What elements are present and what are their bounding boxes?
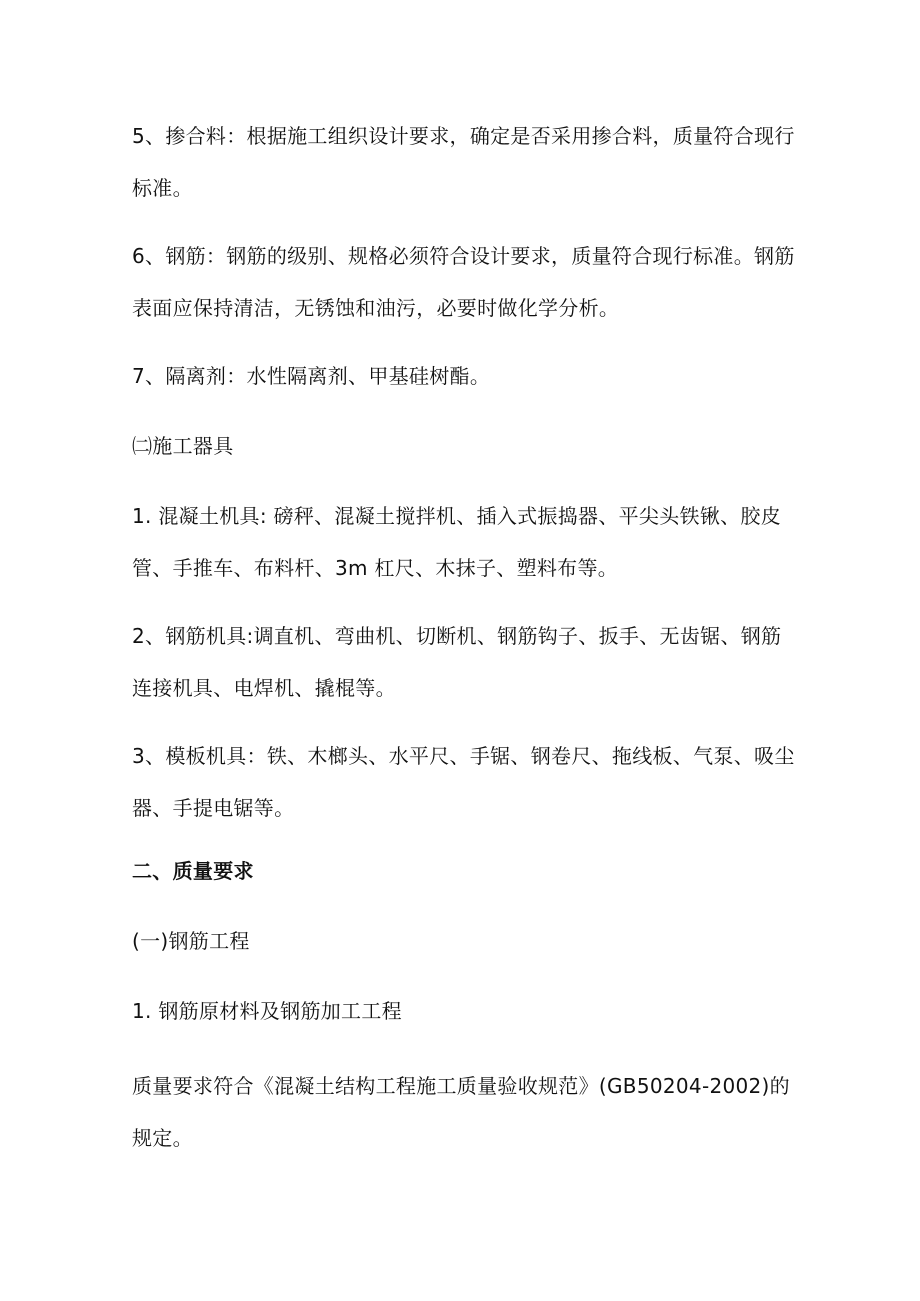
paragraph-concrete-tools: 1. 混凝土机具: 磅秤、混凝土搅拌机、插入式振捣器、平尖头铁锹、胶皮管、手推车、布料杆、3m 杠尺、木抹子、塑料布等。: [132, 504, 782, 580]
paragraph-admixture: 5、掺合料：根据施工组织设计要求，确定是否采用掺合料，质量符合现行标准。: [132, 124, 795, 200]
paragraph-formwork-tools: 3、模板机具：铁、木榔头、水平尺、手锯、钢卷尺、拖线板、气泵、吸尘器、手提电锯等。: [132, 744, 795, 820]
subsection-heading-rebar-materials: 1. 钢筋原材料及钢筋加工工程: [132, 999, 402, 1023]
section-heading-quality: 二、质量要求: [132, 859, 254, 883]
paragraph-release-agent: 7、隔离剂：水性隔离剂、甲基硅树酯。: [132, 364, 491, 388]
paragraph-rebar-material: 6、钢筋：钢筋的级别、规格必须符合设计要求，质量符合现行标准。钢筋表面应保持清洁，无锈蚀和油污，必要时做化学分析。: [132, 244, 795, 320]
paragraph-rebar-tools: 2、钢筋机具:调直机、弯曲机、切断机、钢筋钩子、扳手、无齿锯、钢筋连接机具、电焊机、撬棍等。: [132, 624, 782, 700]
section-heading-tools: ㈡施工器具: [132, 434, 234, 458]
subsection-heading-rebar: (一)钢筋工程: [132, 929, 250, 953]
paragraph-quality-standard: 质量要求符合《混凝土结构工程施工质量验收规范》(GB50204-2002)的规定。: [132, 1074, 790, 1150]
